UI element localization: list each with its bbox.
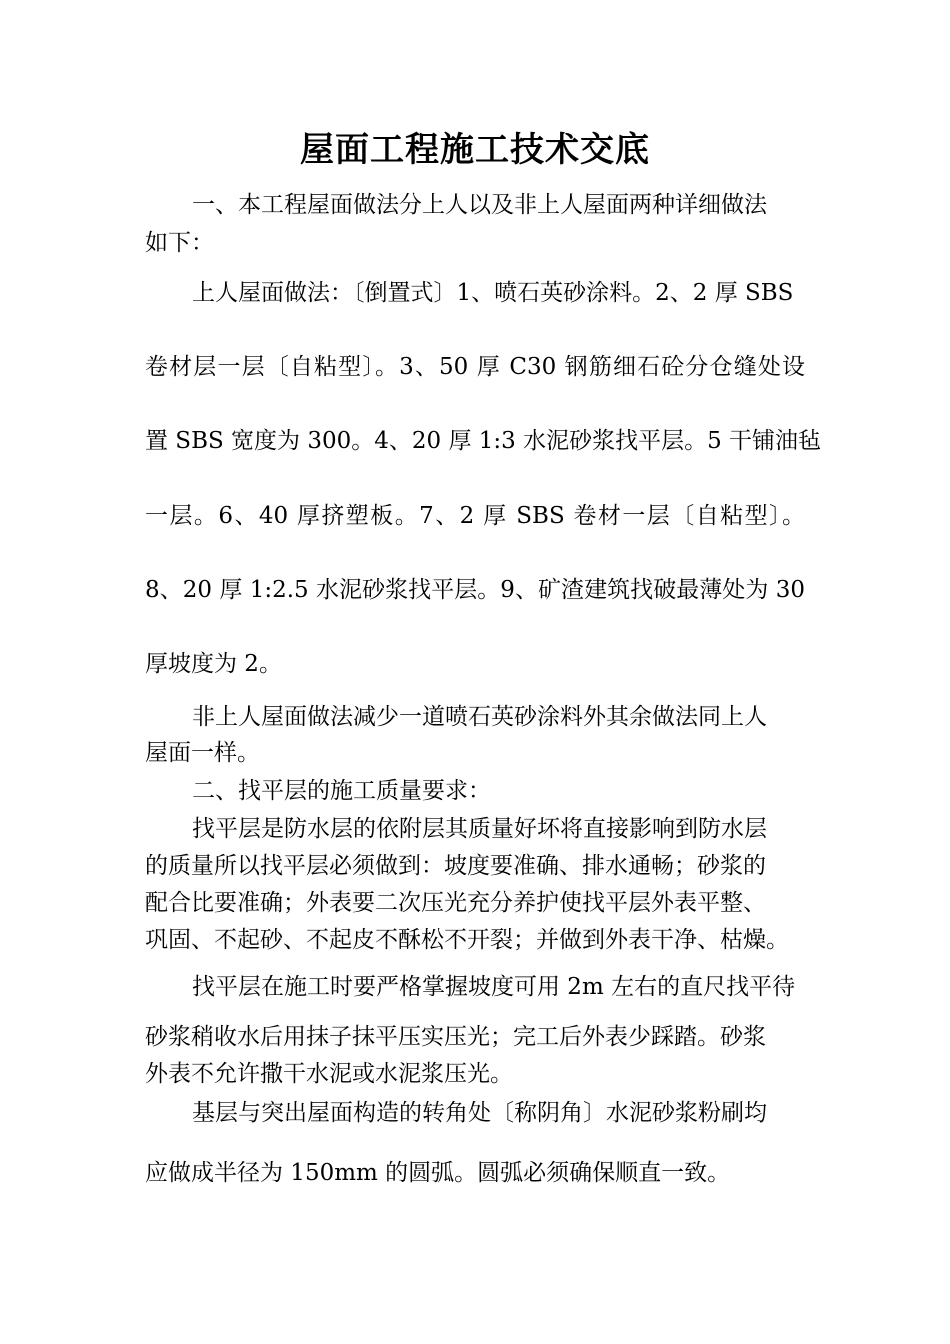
paragraph-line: 外表不允许撒干水泥或水泥浆压光。 [145, 1061, 513, 1087]
paragraph-line: 一层。6、40 厚挤塑板。7、2 厚 SBS 卷材一层〔自粘型〕。 [145, 503, 805, 529]
paragraph-line: 卷材层一层〔自粘型〕。3、50 厚 C30 钢筋细石砼分仓缝处设 [145, 354, 805, 380]
paragraph-line: 的质量所以找平层必须做到：坡度要准确、排水通畅；砂浆的 [145, 853, 766, 879]
paragraph-line: 上人屋面做法：〔倒置式〕1、喷石英砂涂料。2、2 厚 SBS [192, 280, 794, 306]
paragraph-line: 配合比要准确；外表要二次压光充分养护使找平层外表平整、 [145, 890, 766, 916]
paragraph-line: 如下： [145, 230, 214, 256]
paragraph-line: 基层与突出屋面构造的转角处〔称阴角〕水泥砂浆粉刷均 [192, 1100, 767, 1126]
paragraph-line: 屋面一样。 [145, 740, 260, 766]
section-heading: 二、找平层的施工质量要求： [192, 778, 491, 804]
paragraph-line: 厚坡度为 2。 [145, 651, 282, 677]
paragraph-line: 8、20 厚 1:2.5 水泥砂浆找平层。9、矿渣建筑找破最薄处为 30 [145, 577, 805, 603]
paragraph-line: 非上人屋面做法减少一道喷石英砂涂料外其余做法同上人 [192, 704, 767, 730]
paragraph-line: 一、本工程屋面做法分上人以及非上人屋面两种详细做法 [192, 192, 767, 218]
paragraph-line: 找平层在施工时要严格掌握坡度可用 2m 左右的直尺找平待 [192, 974, 796, 1000]
paragraph-line: 找平层是防水层的依附层其质量好坏将直接影响到防水层 [192, 816, 767, 842]
paragraph-line: 巩固、不起砂、不起皮不酥松不开裂；并做到外表干净、枯燥。 [145, 927, 789, 953]
paragraph-line: 置 SBS 宽度为 300。4、20 厚 1:3 水泥砂浆找平层。5 干铺油毡 [145, 428, 822, 454]
paragraph-line: 应做成半径为 150mm 的圆弧。圆弧必须确保顺直一致。 [145, 1160, 731, 1186]
page-title: 屋面工程施工技术交底 [300, 130, 650, 170]
paragraph-line: 砂浆稍收水后用抹子抹平压实压光；完工后外表少踩踏。砂浆 [145, 1024, 766, 1050]
